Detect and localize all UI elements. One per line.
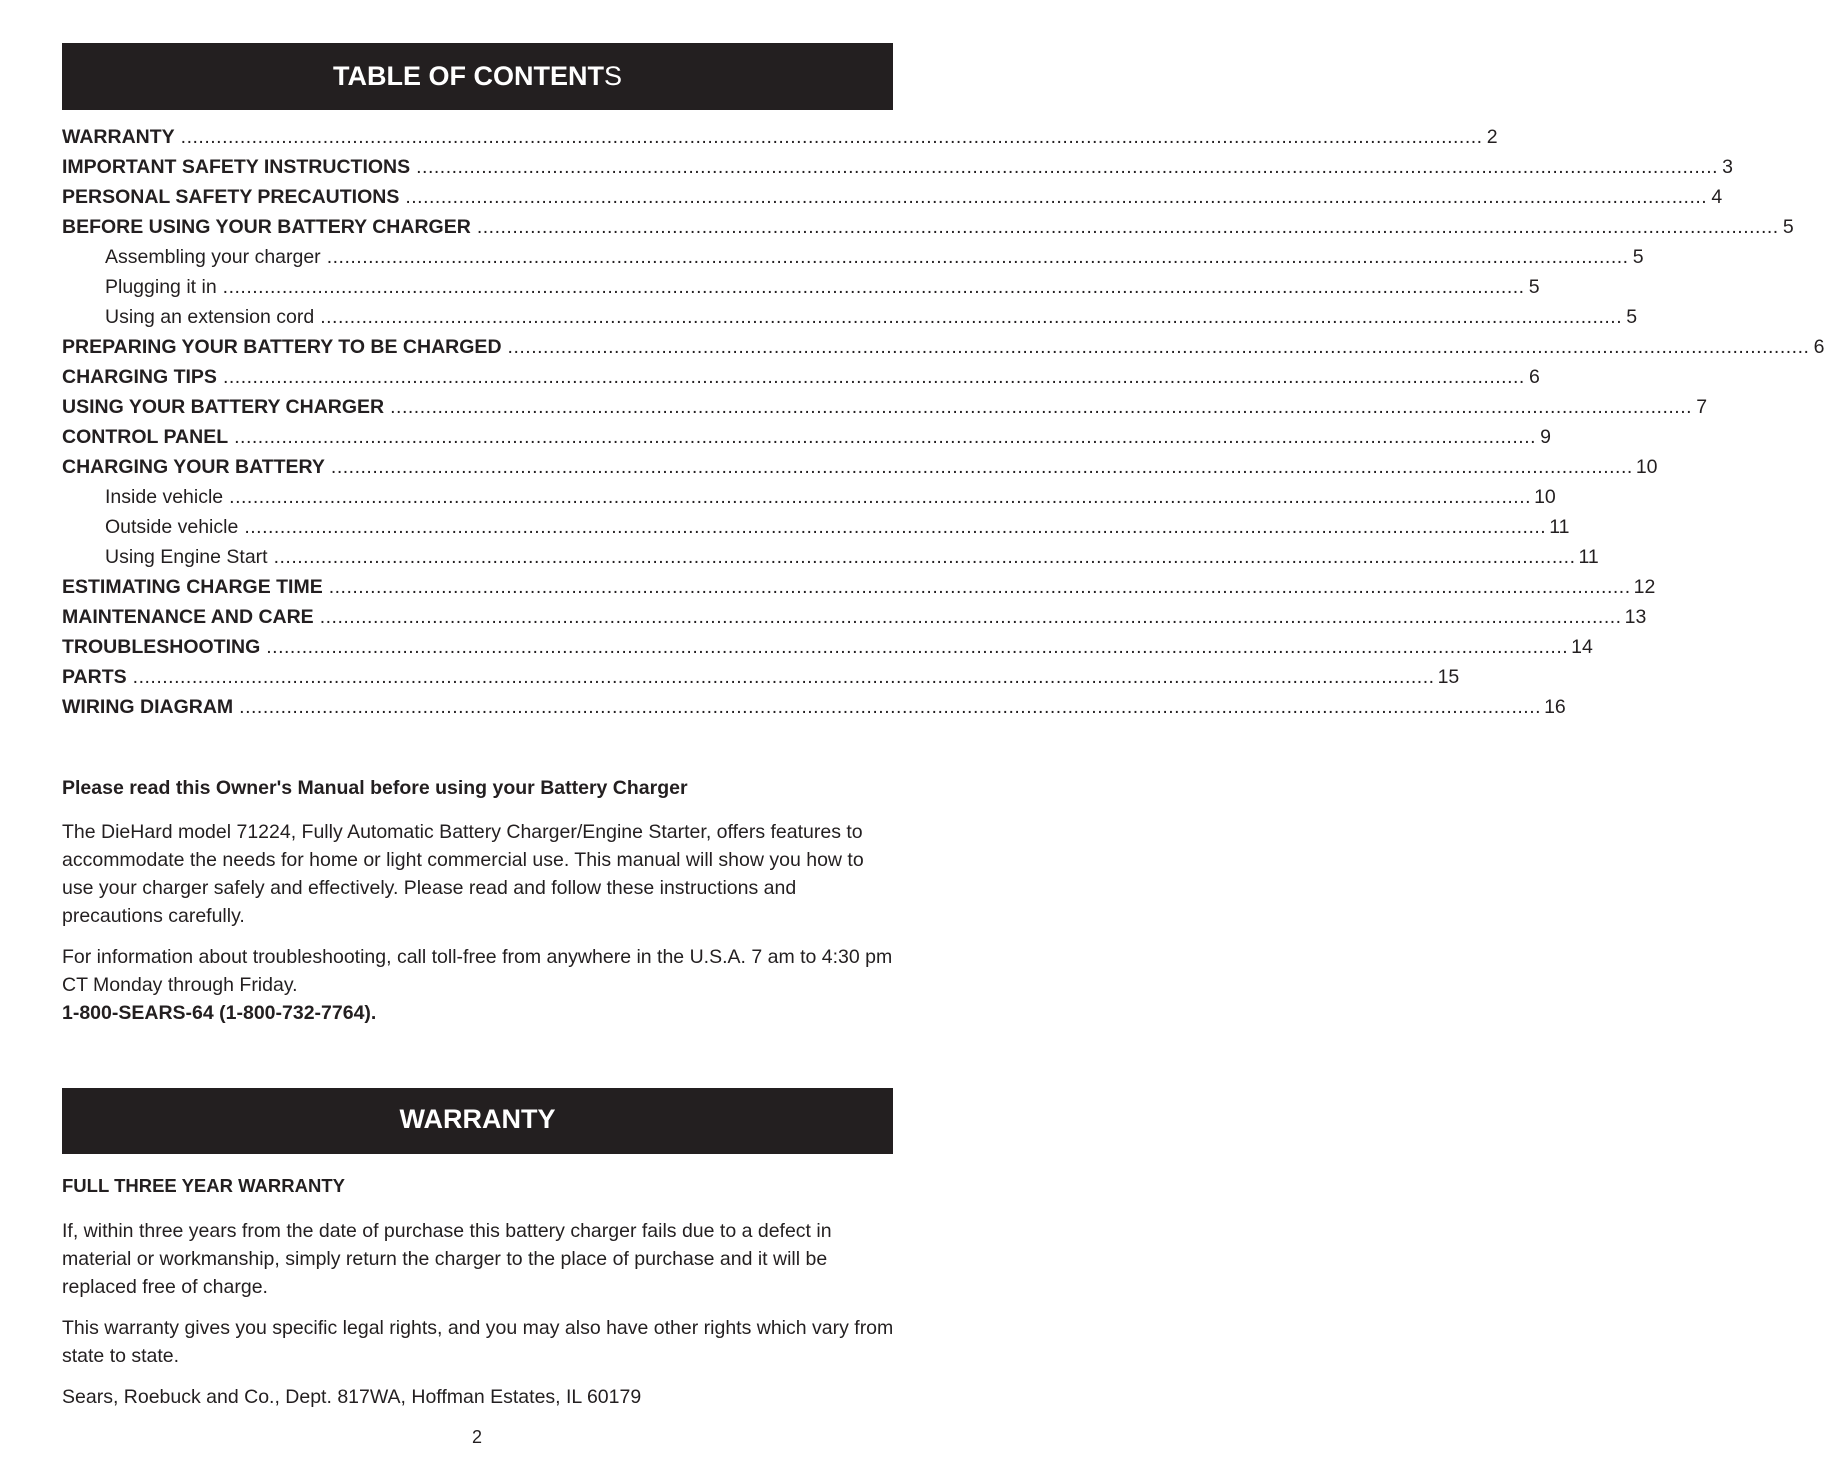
toc-dot-leader: ............................................................................................................................................................................................................................ (222, 366, 1525, 388)
page-number: 2 (471, 1427, 482, 1447)
read-manual-heading: Please read this Owner's Manual before using your Battery Charger (62, 777, 688, 799)
toc-entry-title: CHARGING YOUR BATTERY (62, 456, 325, 478)
toc-entry-page: 5 (1782, 216, 1794, 238)
toc-entry-page: 13 (1624, 606, 1647, 628)
toc-entry (62, 542, 1599, 572)
toc-entry (62, 392, 1708, 422)
toc-dot-leader: ............................................................................................................................................................................................................................ (326, 246, 1629, 268)
toc-dot-leader: ............................................................................................................................................................................................................................ (229, 486, 1532, 508)
toc-entry-title: Plugging it in (105, 276, 217, 298)
toc-entry-page: 12 (1633, 576, 1656, 598)
toc-dot-leader: ............................................................................................................................................................................................................................ (239, 696, 1542, 718)
toc-entry-page: 5 (1626, 306, 1638, 328)
toc-entry-title: USING YOUR BATTERY CHARGER (62, 396, 385, 418)
toc-entry-title: Using an extension cord (105, 306, 315, 328)
toc-entry-title: CONTROL PANEL (62, 426, 229, 448)
toc-dot-leader: ............................................................................................................................................................................................................................ (476, 216, 1779, 238)
toc-dot-leader: ............................................................................................................................................................................................................................ (320, 306, 1623, 328)
toc-dot-leader: ............................................................................................................................................................................................................................ (330, 456, 1633, 478)
warranty-subheading: FULL THREE YEAR WARRANTY (62, 1175, 345, 1196)
toc-entry-page: 11 (1549, 516, 1570, 538)
toc-entry (62, 272, 1540, 302)
toc-entry-page: 5 (1528, 276, 1540, 298)
toc-entry (62, 572, 1656, 602)
toc-dot-leader: ............................................................................................................................................................................................................................ (180, 126, 1483, 148)
toc-entry-title: Assembling your charger (105, 246, 321, 268)
toc-entry-title: CHARGING TIPS (62, 366, 217, 388)
toc-entry-page: 11 (1578, 546, 1599, 568)
toc-entry (62, 302, 1638, 332)
toc-entry (62, 332, 1824, 362)
toc-dot-leader: ............................................................................................................................................................................................................................ (132, 666, 1435, 688)
toc-entry-title: TROUBLESHOOTING (62, 636, 261, 658)
table-of-contents (62, 122, 1824, 722)
warranty-paragraph-1: If, within three years from the date of purchase this battery charger fails due to a defect in material or workmanship, simply return the charger to the place of purchase and it will be replaced free of charge. (62, 1220, 832, 1298)
toc-entry-page: 6 (1813, 336, 1824, 358)
toc-entry (62, 422, 1552, 452)
toc-heading: TABLE OF CONTENT (333, 61, 604, 91)
toc-entry-title: PERSONAL SAFETY PRECAUTIONS (62, 186, 400, 208)
toc-entry (62, 152, 1734, 182)
toc-entry-page: 15 (1437, 666, 1460, 688)
toc-entry (62, 602, 1647, 632)
toc-entry-title: PREPARING YOUR BATTERY TO BE CHARGED (62, 336, 502, 358)
toc-dot-leader: ............................................................................................................................................................................................................................ (319, 606, 1622, 628)
toc-entry (62, 212, 1794, 242)
toc-entry (62, 662, 1460, 692)
toc-dot-leader: ............................................................................................................................................................................................................................ (222, 276, 1525, 298)
warranty-paragraph-2: This warranty gives you specific legal rights, and you may also have other rights which vary from state to state. (62, 1317, 894, 1367)
toc-entry (62, 482, 1556, 512)
toc-entry-title: Inside vehicle (105, 486, 224, 508)
toc-entry-title: Using Engine Start (105, 546, 268, 568)
toc-dot-leader: ............................................................................................................................................................................................................................ (416, 156, 1719, 178)
troubleshooting-info-paragraph: For information about troubleshooting, call toll-free from anywhere in the U.S.A. 7 am to 4:30 pm CT Monday through Friday. (62, 946, 893, 996)
toc-entry (62, 512, 1570, 542)
toc-entry-title: MAINTENANCE AND CARE (62, 606, 314, 628)
toc-entry-page: 6 (1528, 366, 1540, 388)
toc-dot-leader: ............................................................................................................................................................................................................................ (266, 636, 1569, 658)
toc-heading-banner (62, 43, 893, 110)
toc-entry-page: 10 (1635, 456, 1658, 478)
toc-entry-page: 7 (1696, 396, 1708, 418)
intro-paragraph: The DieHard model 71224, Fully Automatic Battery Charger/Engine Starter, offers features to accommodate the needs for home or light commercial use. This manual will show you how to use your charger safely and effectively. Please read and follow these instructions and precautions carefully. (62, 821, 864, 927)
toc-entry-page: 3 (1722, 156, 1734, 178)
toc-dot-leader: ............................................................................................................................................................................................................................ (244, 516, 1547, 538)
toc-entry-title: PARTS (62, 666, 127, 688)
phone-number: 1-800-SEARS-64 (1-800-732-7764). (62, 1002, 377, 1024)
toc-entry-title: BEFORE USING YOUR BATTERY CHARGER (62, 216, 471, 238)
toc-entry-title: Outside vehicle (105, 516, 239, 538)
toc-entry (62, 182, 1723, 212)
toc-entry-title: ESTIMATING CHARGE TIME (62, 576, 323, 598)
toc-entry (62, 452, 1658, 482)
toc-dot-leader: ............................................................................................................................................................................................................................ (507, 336, 1810, 358)
toc-dot-leader: ............................................................................................................................................................................................................................ (405, 186, 1708, 208)
toc-dot-leader: ............................................................................................................................................................................................................................ (390, 396, 1693, 418)
toc-entry-page: 14 (1571, 636, 1593, 658)
toc-entry (62, 362, 1540, 392)
toc-entry-title: WARRANTY (62, 126, 175, 148)
warranty-address: Sears, Roebuck and Co., Dept. 817WA, Hoffman Estates, IL 60179 (62, 1386, 642, 1408)
toc-dot-leader: ............................................................................................................................................................................................................................ (234, 426, 1537, 448)
toc-entry-page: 2 (1486, 126, 1498, 148)
toc-entry-title: WIRING DIAGRAM (62, 696, 234, 718)
toc-entry (62, 632, 1593, 662)
toc-heading-last-letter: S (603, 61, 622, 91)
toc-dot-leader: ............................................................................................................................................................................................................................ (328, 576, 1631, 598)
toc-entry-page: 9 (1540, 426, 1552, 448)
toc-dot-leader: ............................................................................................................................................................................................................................ (273, 546, 1576, 568)
toc-entry (62, 122, 1498, 152)
toc-entry-page: 16 (1544, 696, 1566, 718)
toc-entry-page: 5 (1632, 246, 1644, 268)
toc-entry-page: 4 (1711, 186, 1723, 208)
toc-entry (62, 242, 1644, 272)
toc-entry (62, 692, 1566, 722)
warranty-heading: WARRANTY (399, 1104, 556, 1134)
toc-entry-title: IMPORTANT SAFETY INSTRUCTIONS (62, 156, 411, 178)
toc-entry-page: 10 (1534, 486, 1556, 508)
warranty-heading-banner (62, 1088, 893, 1154)
